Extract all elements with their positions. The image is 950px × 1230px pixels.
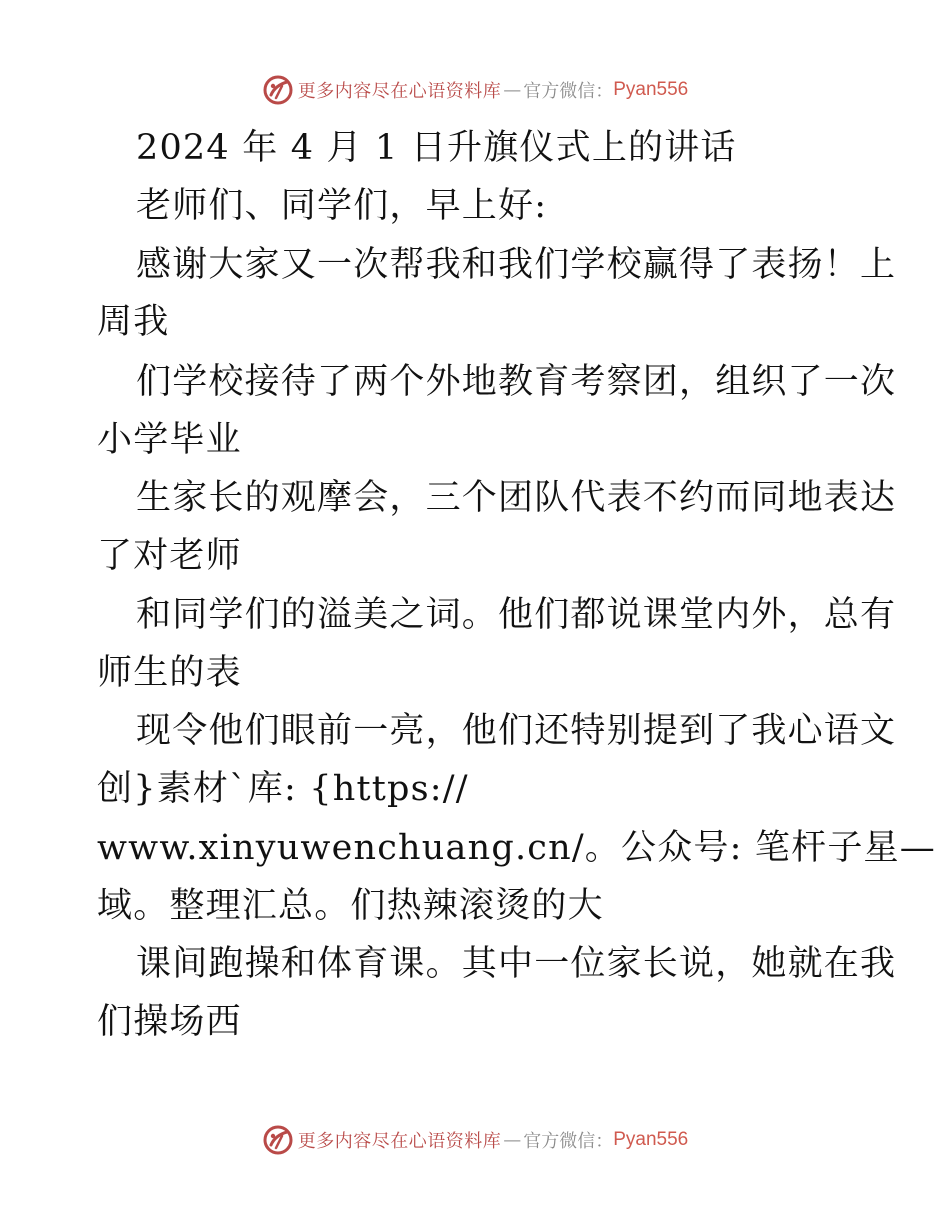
banner-separator: — [503, 1129, 522, 1151]
text-line: 了对老师 [97, 536, 242, 576]
text-line: 现令他们眼前一亮，他们还特别提到了我心语文 [136, 711, 897, 751]
footer-banner [0, 1120, 950, 1160]
document-title: 2024 年 4 月 1 日升旗仪式上的讲话 [136, 128, 737, 168]
text-line: 小学毕业 [97, 420, 242, 460]
banner-wechat-id: Pyan556 [613, 1129, 689, 1150]
text-line: 域。整理汇总。们热辣滚烫的大 [97, 886, 604, 926]
banner-wechat-id: Pyan556 [613, 79, 689, 100]
text-line: 生家长的观摩会，三个团队代表不约而同地表达 [136, 478, 897, 518]
text-line: 周我 [97, 302, 170, 342]
text-line: 们操场西 [97, 1002, 242, 1042]
brand-logo-icon [262, 1124, 294, 1156]
header-banner [0, 70, 950, 110]
banner-brand-text: 更多内容尽在心语资料库 [297, 81, 502, 102]
text-line: 感谢大家又一次帮我和我们学校赢得了表扬！上 [136, 245, 897, 285]
banner-wechat-label: 官方微信： [523, 81, 614, 102]
banner-wechat-label: 官方微信： [523, 1131, 614, 1152]
banner-separator: — [503, 79, 522, 101]
text-line: www.xinyuwenchuang.cn/。公众号: 笔杆子星— [97, 828, 936, 868]
banner-brand-text: 更多内容尽在心语资料库 [297, 1131, 502, 1152]
text-line: 们学校接待了两个外地教育考察团，组织了一次 [136, 362, 897, 402]
text-line: 和同学们的溢美之词。他们都说课堂内外，总有 [136, 595, 897, 635]
text-line: 师生的表 [97, 653, 242, 693]
text-line: 创}素材`库: {https:// [97, 769, 469, 809]
text-line: 课间跑操和体育课。其中一位家长说，她就在我 [136, 944, 897, 984]
brand-logo-icon [262, 74, 294, 106]
text-line: 老师们、同学们，早上好: [136, 186, 548, 226]
